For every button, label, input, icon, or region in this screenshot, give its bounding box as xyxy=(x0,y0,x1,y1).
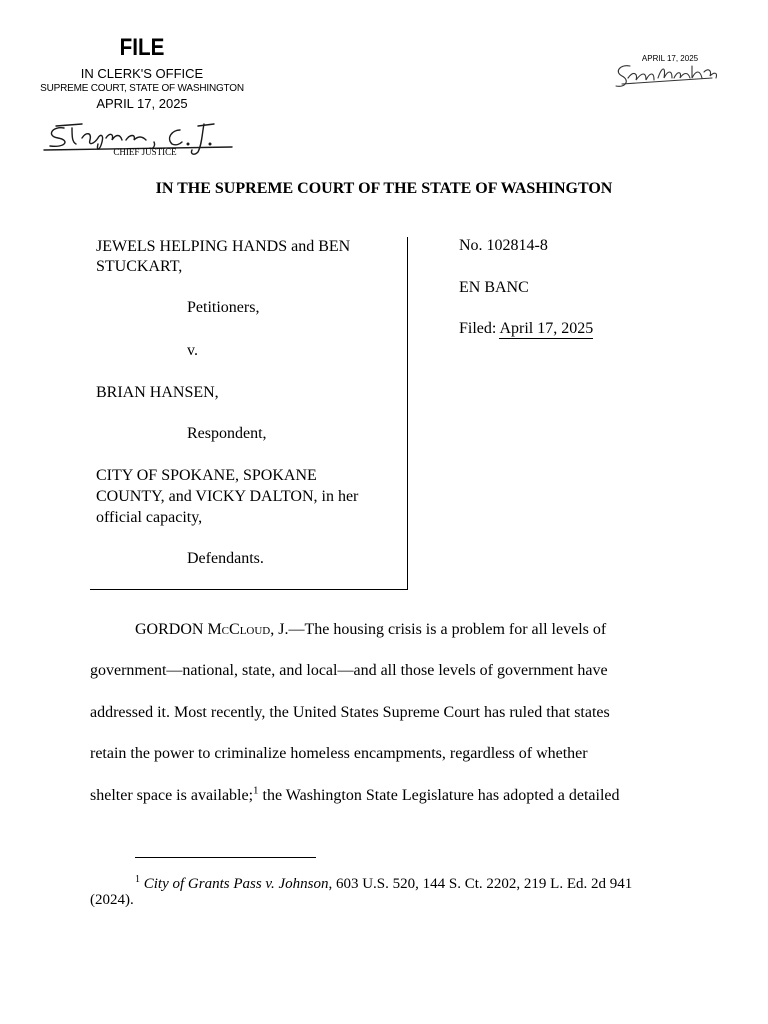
respondent-name: BRIAN HANSEN, xyxy=(96,384,219,401)
opinion-line-4: retain the power to criminalize homeless encampments, regardless of whether xyxy=(90,745,588,762)
footnote-line-2: (2024). xyxy=(90,892,134,908)
footnote-separator xyxy=(135,857,316,858)
clerk-stamp-date: APRIL 17, 2025 xyxy=(641,54,699,63)
footnote-line-1 xyxy=(135,874,632,893)
caption-divider-horizontal xyxy=(90,589,408,590)
clerk-office-label: IN CLERK'S OFFICE xyxy=(80,66,204,81)
footnote-reference[interactable]: 1 xyxy=(253,784,259,797)
respondent-role: Respondent, xyxy=(187,425,267,442)
opinion-line-1-text: , J.—The housing crisis is a problem for all levels of xyxy=(270,621,607,638)
versus-label: v. xyxy=(187,342,198,359)
defendants-name-line3: official capacity, xyxy=(96,509,203,526)
footnote-marker: 1 xyxy=(135,874,140,885)
clerk-signature xyxy=(612,60,722,92)
petitioners-role: Petitioners, xyxy=(187,299,260,316)
opinion-line-5-start: shelter space is available; xyxy=(90,787,254,804)
court-title: IN THE SUPREME COURT OF THE STATE OF WASHINGTON xyxy=(155,180,613,197)
author-name: McCloud xyxy=(207,621,271,638)
footnote-citation: , 603 U.S. 520, 144 S. Ct. 2202, 219 L. Ed. 2d 941 xyxy=(328,876,633,892)
defendants-name-line1: CITY OF SPOKANE, SPOKANE xyxy=(96,467,317,484)
case-number: No. 102814-8 xyxy=(459,237,548,254)
panel-label: EN BANC xyxy=(459,279,529,296)
filed-line xyxy=(459,320,593,338)
filed-date: April 17, 2025 xyxy=(499,320,594,337)
chief-justice-title: CHIEF JUSTICE xyxy=(113,147,177,157)
author-prefix: GORDON xyxy=(135,621,208,638)
stamp-court-name: SUPREME COURT, STATE OF WASHINGTON xyxy=(40,83,244,94)
petitioners-name-line1: JEWELS HELPING HANDS and BEN xyxy=(96,238,351,255)
footnote-case-name: City of Grants Pass v. Johnson xyxy=(143,876,329,892)
opinion-line-5-end: the Washington State Legislature has adopted a detailed xyxy=(258,787,620,804)
defendants-role: Defendants. xyxy=(187,550,264,567)
petitioners-name-line2: STUCKART, xyxy=(96,258,183,275)
filed-label: Filed: xyxy=(459,320,500,337)
caption-divider-vertical xyxy=(407,237,408,590)
opinion-line-5 xyxy=(90,784,620,805)
opinion-line-2: government—national, state, and local—and all those levels of government have xyxy=(90,662,608,679)
file-stamp-label: FILE xyxy=(119,34,165,61)
opinion-line-3: addressed it. Most recently, the United States Supreme Court has ruled that states xyxy=(90,704,610,721)
stamp-date: APRIL 17, 2025 xyxy=(96,96,188,111)
opinion-line-1 xyxy=(135,621,606,639)
defendants-name-line2: COUNTY, and VICKY DALTON, in her xyxy=(96,488,359,505)
